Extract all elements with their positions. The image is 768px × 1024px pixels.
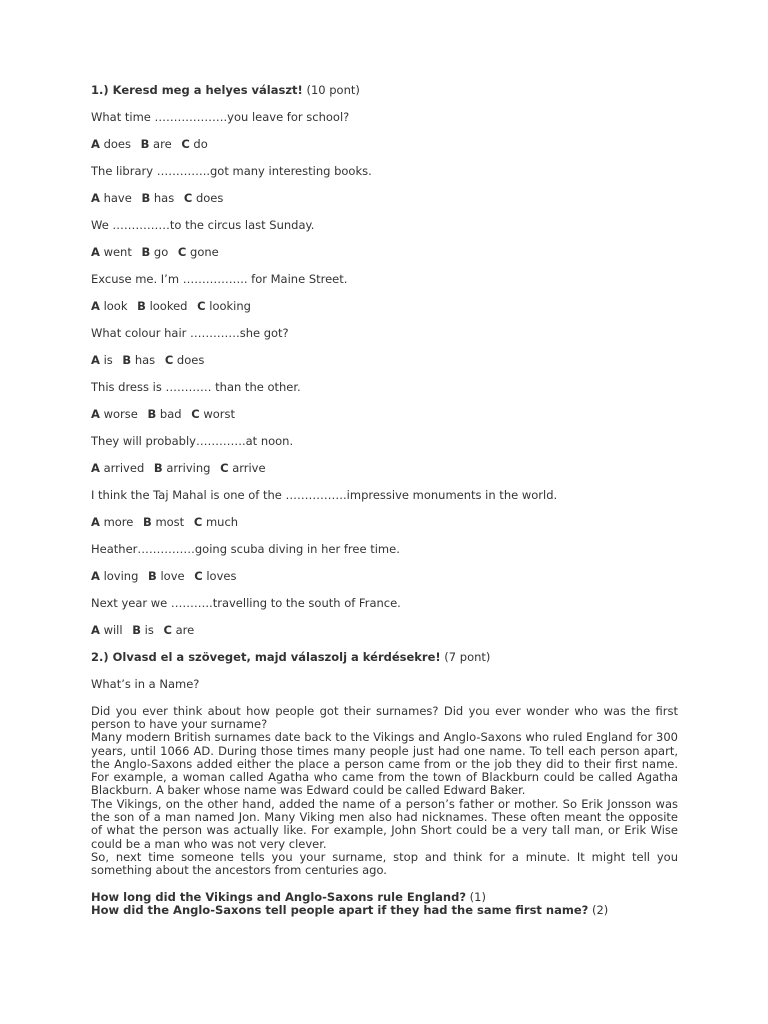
answer-option	[197, 299, 251, 313]
answer-option	[141, 191, 174, 205]
option-letter: B	[141, 190, 151, 205]
answer-option	[91, 407, 138, 421]
option-word: worst	[203, 406, 235, 421]
answer-option	[91, 353, 113, 367]
answer-option	[137, 299, 187, 313]
option-word: much	[205, 514, 239, 529]
question-text: What time ……………….you leave for school?	[91, 109, 350, 124]
option-letter: C	[197, 298, 206, 313]
answer-option	[143, 515, 184, 529]
option-letter: B	[143, 514, 152, 529]
option-word: has	[153, 190, 175, 205]
option-letter: C	[220, 460, 229, 475]
comprehension-question-text: How did the Anglo-Saxons tell people apart if they had the same first name?	[91, 902, 589, 917]
comprehension-question-text: How long did the Vikings and Anglo-Saxons rule England?	[91, 889, 466, 904]
option-letter: A	[91, 622, 100, 637]
question-text: This dress is ………… than the other.	[91, 379, 301, 394]
option-word: look	[103, 298, 128, 313]
answer-option	[191, 407, 235, 421]
answer-option	[91, 137, 131, 151]
option-letter: B	[137, 298, 146, 313]
option-word: went	[103, 244, 132, 259]
section2-heading-points: (7 pont)	[440, 649, 491, 664]
answer-option	[194, 515, 238, 529]
answer-options	[91, 246, 678, 259]
answer-option	[194, 569, 236, 583]
answer-options	[91, 516, 678, 529]
option-letter: A	[91, 406, 100, 421]
answer-option	[165, 353, 205, 367]
question-list	[91, 111, 678, 636]
option-word: has	[134, 352, 156, 367]
question-text: What colour hair ………….she got?	[91, 325, 289, 340]
answer-options	[91, 300, 678, 313]
option-letter: C	[183, 190, 193, 205]
section1-heading-points: (10 pont)	[302, 83, 360, 97]
question-text: They will probably………….at noon.	[91, 433, 294, 448]
section1-heading	[91, 84, 678, 97]
question-text: Heather……………going scuba diving in her free time.	[91, 541, 400, 556]
option-word: worse	[103, 406, 138, 421]
question-text: I think the Taj Mahal is one of the …………….impressive monuments in the world.	[91, 487, 558, 502]
answer-option	[122, 353, 155, 367]
option-word: are	[153, 136, 172, 151]
comprehension-questions	[91, 891, 678, 918]
option-letter: C	[193, 514, 203, 529]
question-text: We ……………to the circus last Sunday.	[91, 217, 315, 232]
passage-paragraph: The Vikings, on the other hand, added the name of a person’s father or mother. So Erik Jonsson was the son of a man named Jon. Many Viking men also had nicknames. These often meant the opposite of what the person was actually like. For example, John Short could be a very tall man, or Erik Wise could be a man who was not very clever.	[91, 796, 678, 851]
passage-paragraph: So, next time someone tells you your surname, stop and think for a minute. It might tell you something about the ancestors from centuries ago.	[91, 849, 678, 878]
section1-heading-title: 1.) Keresd meg a helyes választ!	[91, 83, 303, 97]
answer-options	[91, 462, 678, 475]
option-letter: A	[91, 568, 100, 583]
option-letter: B	[122, 352, 132, 367]
option-letter: C	[177, 244, 187, 259]
answer-option	[91, 461, 144, 475]
option-word: do	[193, 136, 208, 151]
option-word: is	[144, 622, 154, 637]
answer-options	[91, 570, 678, 583]
option-letter: C	[164, 352, 174, 367]
answer-options	[91, 138, 678, 151]
option-letter: B	[153, 460, 163, 475]
answer-options	[91, 192, 678, 205]
answer-option	[163, 623, 194, 637]
comprehension-question-points: (1)	[466, 889, 486, 904]
option-word: loving	[103, 568, 139, 583]
answer-option	[142, 245, 169, 259]
option-word: will	[103, 622, 123, 637]
answer-option	[132, 623, 154, 637]
question-text: Excuse me. I’m …………….. for Maine Street.	[91, 271, 348, 286]
option-word: arrived	[103, 460, 145, 475]
option-letter: B	[148, 568, 157, 583]
passage-title: What’s in a Name?	[91, 676, 200, 691]
option-letter: C	[194, 568, 203, 583]
answer-option	[178, 245, 219, 259]
answer-option	[91, 623, 123, 637]
answer-option	[147, 407, 181, 421]
answer-option	[154, 461, 211, 475]
answer-options	[91, 624, 678, 637]
option-word: loves	[206, 568, 237, 583]
answer-options	[91, 354, 678, 367]
option-letter: A	[91, 352, 100, 367]
option-letter: C	[181, 136, 190, 151]
option-word: does	[195, 190, 224, 205]
answer-option	[220, 461, 266, 475]
section2-heading	[91, 651, 678, 664]
option-word: love	[160, 568, 185, 583]
option-word: gone	[190, 244, 219, 259]
answer-option	[91, 515, 133, 529]
option-letter: A	[91, 244, 100, 259]
option-word: does	[176, 352, 205, 367]
option-letter: A	[91, 136, 100, 151]
option-letter: B	[147, 406, 157, 421]
passage-paragraph: Many modern British surnames date back to the Vikings and Anglo-Saxons who ruled England for 300 years, until 1066 AD. During those times many people just had one name. To tell each person apart, the Anglo-Saxons added either the place a person came from or the job they did to their first name. For example, a woman called Agatha who came from the town of Blackburn could be called Agatha Blackburn. A baker whose name was Edward could be called Edward Baker.	[91, 730, 678, 798]
answer-option	[141, 137, 172, 151]
comprehension-question	[91, 891, 678, 904]
comprehension-question	[91, 904, 678, 917]
passage-paragraph: Did you ever think about how people got their surnames? Did you ever wonder who was the first person to have your surname?	[91, 703, 678, 731]
option-letter: B	[141, 244, 151, 259]
answer-option	[91, 245, 132, 259]
option-word: more	[103, 514, 134, 529]
option-word: arrive	[232, 460, 266, 475]
option-word: looking	[209, 298, 251, 313]
answer-option	[91, 191, 132, 205]
answer-options	[91, 408, 678, 421]
option-word: is	[103, 352, 113, 367]
option-word: does	[103, 136, 131, 151]
option-word: most	[155, 514, 185, 529]
answer-option	[148, 569, 185, 583]
section2-heading-title: 2.) Olvasd el a szöveget, majd válaszolj a kérdésekre!	[91, 649, 441, 664]
option-word: bad	[159, 406, 182, 421]
option-word: looked	[149, 298, 188, 313]
question-text: The library …………..got many interesting books.	[91, 163, 372, 178]
option-word: arriving	[166, 460, 211, 475]
answer-option	[91, 569, 138, 583]
option-letter: B	[132, 622, 141, 637]
answer-option	[184, 191, 224, 205]
option-word: are	[175, 622, 195, 637]
option-letter: A	[91, 298, 100, 313]
option-letter: C	[191, 406, 200, 421]
option-letter: A	[91, 190, 100, 205]
passage	[91, 705, 678, 878]
option-letter: A	[91, 460, 100, 475]
comprehension-question-points: (2)	[588, 902, 609, 917]
answer-option	[181, 137, 207, 151]
worksheet-content	[91, 84, 678, 917]
option-word: have	[103, 190, 132, 205]
answer-option	[91, 299, 128, 313]
option-letter: C	[163, 622, 172, 637]
option-word: go	[153, 244, 169, 259]
question-text: Next year we ………..travelling to the south of France.	[91, 595, 401, 610]
option-letter: B	[140, 136, 150, 151]
option-letter: A	[91, 514, 100, 529]
